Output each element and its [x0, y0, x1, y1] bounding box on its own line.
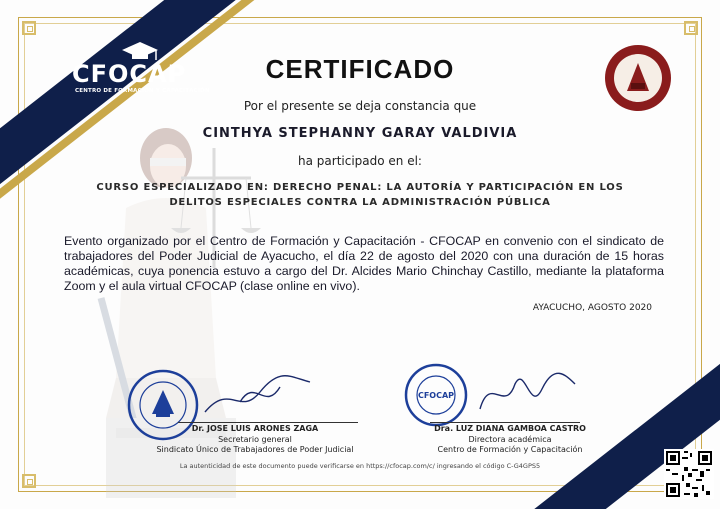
right-signature — [470, 364, 580, 420]
logo-subtitle: CENTRO DE FORMACIÓN Y CAPACITACIÓN — [75, 88, 210, 94]
event-description: Evento organizado por el Centro de Formación y Capacitación - CFOCAP en convenio con el sindicato de trabajadores del Poder Judicial de Ayacucho, el día 22 de agosto del 2020 con una duración de 15 horas académicas, cuya ponencia estuvo a cargo del Dr. Alcides Mario Chinchay Castillo, mediante la plataforma Zoom y el aula virtual CFOCAP (clase online en vivo). — [64, 234, 664, 293]
course-title — [0, 180, 720, 210]
recipient-name: CINTHYA STEPHANNY GARAY VALDIVIA — [202, 126, 518, 141]
left-signatory-role: Secretario general — [218, 434, 292, 444]
right-signatory-org: Centro de Formación y Capacitación — [437, 445, 583, 454]
participated-text: ha participado en el: — [298, 154, 422, 168]
right-signatory — [420, 424, 600, 456]
corner-ornament-bl — [22, 474, 36, 488]
right-signature-rule — [430, 422, 580, 423]
right-signatory-name: Dra. LUZ DIANA GAMBOA CASTRO — [434, 424, 586, 433]
left-signatory-org: Sindicato Único de Trabajadores de Poder Judicial — [156, 445, 354, 454]
verification-note: La autenticidad de este documento puede verificarse en https://cfocap.com/c/ ingresando el código C-G4GPS5 — [179, 462, 541, 470]
left-signatory-name: Dr. JOSE LUIS ARONES ZAGA — [191, 424, 319, 433]
left-signature-rule — [178, 422, 358, 423]
course-title-line-1: CURSO ESPECIALIZADO EN: DERECHO PENAL: LA AUTORÍA Y PARTICIPACIÓN EN LOS — [96, 182, 624, 193]
cfocap-stamp — [403, 362, 469, 428]
left-signatory — [150, 424, 360, 456]
left-signature — [200, 372, 320, 422]
corner-ornament-tl — [22, 21, 36, 35]
corner-ornament-tr — [684, 21, 698, 35]
logo-text: CFOCAP — [72, 60, 187, 88]
place-date: AYACUCHO, AGOSTO 2020 — [532, 303, 652, 313]
right-signatory-role: Directora académica — [468, 434, 552, 444]
certificate-title: CERTIFICADO — [265, 54, 455, 84]
intro-text: Por el presente se deja constancia que — [243, 99, 477, 113]
qr-code[interactable] — [664, 449, 714, 499]
course-title-line-2: DELITOS ESPECIALES CONTRA LA ADMINISTRACIÓN PÚBLICA — [169, 197, 551, 208]
stamp-center-text: CFOCAP — [417, 391, 455, 400]
